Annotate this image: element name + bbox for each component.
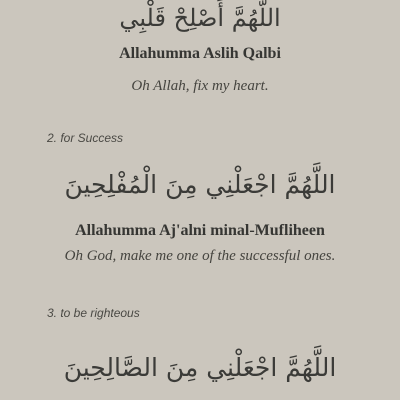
- dua-arabic-3: اللَّهُمَّ اجْعَلْنِي مِنَ الصَّالِحِينَ: [63, 353, 337, 382]
- dua-translation-1: Oh Allah, fix my heart.: [131, 78, 269, 94]
- section-heading-2: 2. for Success: [47, 131, 124, 145]
- dua-transliteration-2: Allahumma Aj'alni minal-Mufliheen: [75, 222, 325, 239]
- dua-translation-2: Oh God, make me one of the successful ones.: [64, 248, 336, 264]
- dua-arabic-2: اللَّهُمَّ اجْعَلْنِي مِنَ الْمُفْلِحِينَ: [64, 170, 336, 199]
- section-heading-3: 3. to be righteous: [47, 306, 140, 320]
- dua-arabic-1: اللَّهُمَّ أَصْلِحْ قَلْبِي: [119, 4, 281, 32]
- dua-transliteration-1: Allahumma Aslih Qalbi: [119, 45, 281, 62]
